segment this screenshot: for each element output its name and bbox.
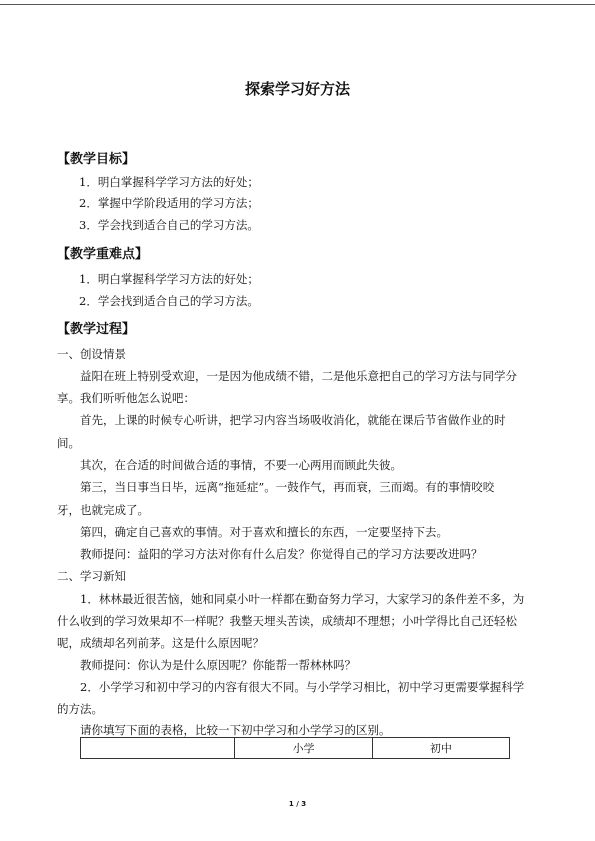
paragraph-line: 教师提问：你认为是什么原因呢？你能帮一帮林林吗？	[80, 658, 356, 672]
heading-goals: 【教学目标】	[57, 152, 136, 167]
paragraph-line: 1．林林最近很苦恼，她和同桌小叶一样都在勤奋努力学习，大家学习的条件差不多，为	[80, 592, 525, 606]
table-header-cell: 初中	[372, 738, 509, 759]
comparison-table	[80, 737, 510, 759]
paragraph-line: 什么收到的学习效果却不一样呢？我整天埋头苦读，成绩却不理想；小叶学得比自己还轻松	[57, 614, 517, 628]
key-item: 1．明白掌握科学学习方法的好处；	[79, 272, 259, 286]
paragraph-line: 其次，在合适的时间做合适的事情，不要一心两用而顾此失彼。	[80, 458, 402, 472]
paragraph-line: 首先，上课的时候专心听讲，把学习内容当场吸收消化，就能在课后节省做作业的时	[80, 413, 506, 427]
section-title-1: 一、创设情景	[57, 347, 126, 361]
goal-item: 3．学会找到适合自己的学习方法。	[79, 218, 259, 232]
table-header-row	[81, 738, 510, 759]
paragraph-line: 2．小学学习和初中学习的内容有很大不同。与小学学习相比，初中学习更需要掌握科学	[80, 680, 525, 694]
table-header-cell	[81, 738, 235, 759]
goal-item: 1．明白掌握科学学习方法的好处；	[79, 175, 259, 189]
top-rule	[0, 4, 595, 5]
table-header-cell: 小学	[235, 738, 372, 759]
paragraph-line: 第四，确定自己喜欢的事情。对于喜欢和擅长的东西，一定要坚持下去。	[80, 525, 448, 539]
paragraph-line: 呢，成绩却名列前茅。这是什么原因呢？	[57, 636, 264, 650]
paragraph-line: 的方法。	[57, 702, 103, 716]
paragraph-line: 享。我们听听他怎么说吧：	[57, 391, 195, 405]
paragraph-line: 第三，当日事当日毕，远离“拖延症”。一鼓作气，再而衰，三而竭。有的事情咬咬	[80, 480, 495, 494]
paragraph-line: 间。	[57, 436, 80, 450]
heading-process: 【教学过程】	[57, 322, 136, 337]
paragraph-line: 请你填写下面的表格，比较一下初中学习和小学学习的区别。	[80, 723, 391, 737]
paragraph-line: 牙，也就完成了。	[57, 503, 149, 517]
key-item: 2．学会找到适合自己的学习方法。	[79, 294, 259, 308]
page-number: 1 / 3	[288, 800, 307, 808]
page-title: 探索学习好方法	[244, 80, 350, 98]
section-title-2: 二、学习新知	[57, 569, 126, 583]
paragraph-line: 益阳在班上特别受欢迎，一是因为他成绩不错，二是他乐意把自己的学习方法与同学分	[80, 369, 517, 383]
heading-key-points: 【教学重难点】	[57, 247, 149, 262]
goal-item: 2．掌握中学阶段适用的学习方法；	[79, 196, 259, 210]
paragraph-line: 教师提问：益阳的学习方法对你有什么启发？你觉得自己的学习方法要改进吗？	[80, 547, 483, 561]
